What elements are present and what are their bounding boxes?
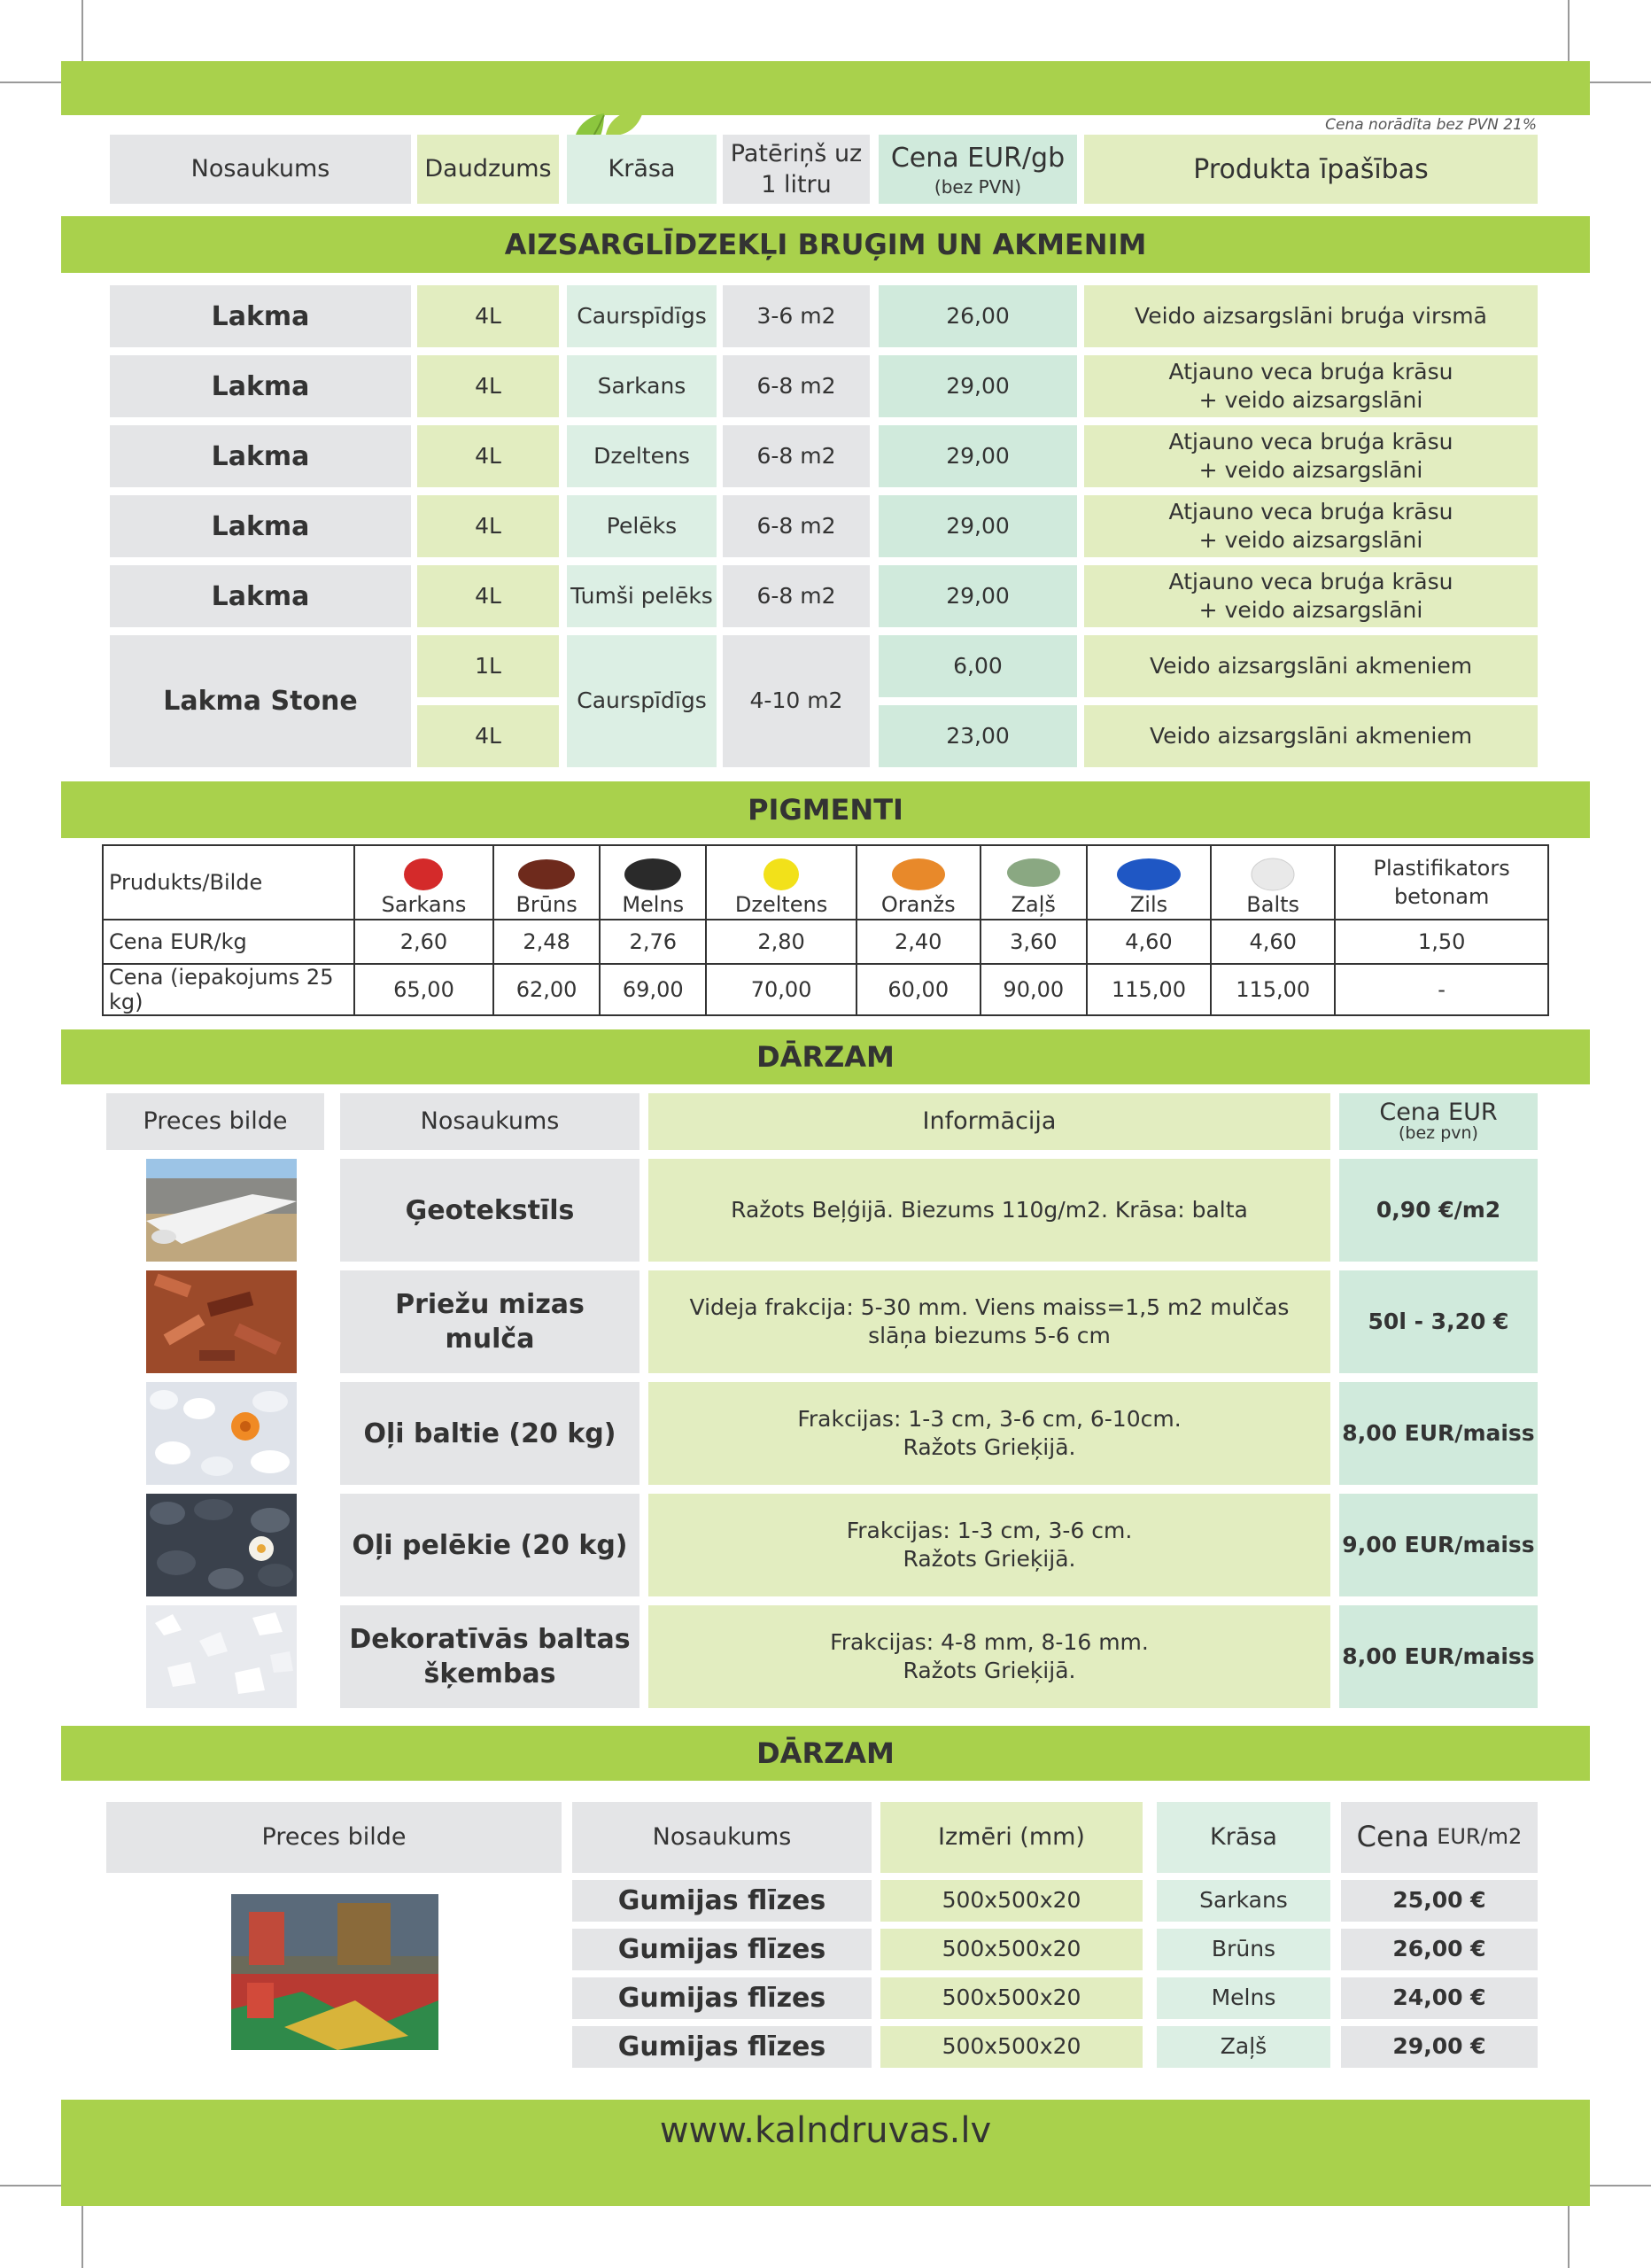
properties bbox=[1084, 425, 1538, 487]
col-header-nosaukums: Nosaukums bbox=[110, 135, 411, 204]
properties-line2: + veido aizsargslāni bbox=[1198, 527, 1423, 553]
pigment-swatch-icon bbox=[397, 853, 450, 892]
properties bbox=[1084, 565, 1538, 627]
product-photo-oli-pelekie bbox=[146, 1494, 297, 1596]
product-info-line1: Videja frakcija: 5-30 mm. Viens maiss=1,5 m2 mulčas bbox=[689, 1293, 1290, 1320]
consumption: 3-6 m2 bbox=[723, 285, 870, 347]
quantity: 4L bbox=[417, 355, 559, 417]
price: 29,00 bbox=[879, 355, 1077, 417]
pigment-name: Zaļš bbox=[1011, 892, 1056, 917]
white-gravel-image bbox=[146, 1605, 297, 1708]
product-name-line1: Dekoratīvās baltas bbox=[349, 1624, 631, 1655]
quantity: 4L bbox=[417, 705, 559, 767]
product-price: 29,00 € bbox=[1341, 2026, 1538, 2068]
product-color: Brūns bbox=[1157, 1929, 1330, 1970]
product-info bbox=[648, 1382, 1330, 1485]
pigment-swatch bbox=[763, 858, 799, 890]
crop-mark bbox=[81, 0, 83, 64]
quantity: 4L bbox=[417, 425, 559, 487]
crop-mark bbox=[1587, 82, 1651, 83]
consumption: 6-8 m2 bbox=[723, 495, 870, 557]
price-kg: 2,80 bbox=[706, 920, 856, 964]
col-header-krasa: Krāsa bbox=[567, 135, 717, 204]
pigment-name: Balts bbox=[1246, 892, 1300, 917]
pigment-swatch-icon bbox=[622, 853, 684, 892]
price: 26,00 bbox=[879, 285, 1077, 347]
plast-name-line1: Plastifikators bbox=[1373, 855, 1510, 881]
col-header-krasa: Krāsa bbox=[1157, 1802, 1330, 1873]
price-pack: 60,00 bbox=[857, 964, 981, 1015]
product-photo-gumijas-flizes bbox=[231, 1894, 438, 2050]
properties-line1: Atjauno veca bruģa krāsu bbox=[1168, 358, 1453, 384]
product-price: 8,00 EUR/maiss bbox=[1339, 1382, 1538, 1485]
properties-line2: + veido aizsargslāni bbox=[1198, 597, 1423, 623]
product-info-line2: Ražots Grieķijā. bbox=[903, 1434, 1076, 1460]
pigment-cell bbox=[1087, 845, 1211, 920]
quantity: 1L bbox=[417, 635, 559, 697]
pigment-cell bbox=[493, 845, 600, 920]
pigment-swatch bbox=[1007, 858, 1060, 887]
pigment-swatch bbox=[404, 858, 443, 890]
col-header-cena bbox=[1341, 1802, 1538, 1873]
product-size: 500x500x20 bbox=[880, 2026, 1143, 2068]
properties-line1: Veido aizsargslāni bruģa virsmā bbox=[1135, 302, 1487, 329]
product-info-line1: Frakcijas: 1-3 cm, 3-6 cm, 6-10cm. bbox=[797, 1405, 1182, 1432]
footer-band bbox=[61, 2100, 1590, 2206]
price-kg: 3,60 bbox=[981, 920, 1087, 964]
vat-note: Cena norādīta bez PVN 21% bbox=[1325, 116, 1537, 134]
product-info-line1: Frakcijas: 1-3 cm, 3-6 cm. bbox=[846, 1517, 1133, 1543]
plast-name-line2: betonam bbox=[1393, 884, 1490, 909]
price-kg: 2,76 bbox=[600, 920, 706, 964]
pigment-swatch-icon bbox=[1246, 853, 1299, 892]
grey-pebbles-image bbox=[146, 1494, 297, 1596]
row-label: Prudukts/Bilde bbox=[103, 845, 354, 920]
col-header-izmeri: Izmēri (mm) bbox=[880, 1802, 1143, 1873]
product-name-line1: Ģeotekstīls bbox=[405, 1194, 575, 1226]
properties-line2: + veido aizsargslāni bbox=[1198, 457, 1423, 483]
product-size: 500x500x20 bbox=[880, 1977, 1143, 2019]
product-price: 26,00 € bbox=[1341, 1929, 1538, 1970]
product-name-line2: šķembas bbox=[423, 1658, 556, 1689]
col-header-cena bbox=[1339, 1093, 1538, 1150]
pigment-name: Sarkans bbox=[381, 892, 467, 917]
mulch-image bbox=[146, 1270, 297, 1373]
col-header-cena-line2: (bez pvn) bbox=[1399, 1123, 1478, 1144]
product-color: Sarkans bbox=[1157, 1880, 1330, 1922]
col-header-cena-big: Cena bbox=[1356, 1820, 1430, 1854]
price-kg: 4,60 bbox=[1087, 920, 1211, 964]
crop-mark bbox=[0, 82, 64, 83]
pigment-cell bbox=[1211, 845, 1335, 920]
product-info bbox=[648, 1159, 1330, 1262]
price-pack: 115,00 bbox=[1087, 964, 1211, 1015]
section-title: PIGMENTI bbox=[748, 793, 903, 827]
col-header-paterins-line2: 1 litru bbox=[761, 171, 832, 198]
product-price: 8,00 EUR/maiss bbox=[1339, 1605, 1538, 1708]
color: Sarkans bbox=[567, 355, 717, 417]
white-pebbles-image bbox=[146, 1382, 297, 1485]
price-kg: 1,50 bbox=[1335, 920, 1548, 964]
product-name: Gumijas flīzes bbox=[572, 2026, 872, 2068]
price-kg: 2,40 bbox=[857, 920, 981, 964]
consumption: 6-8 m2 bbox=[723, 425, 870, 487]
price-pack: 70,00 bbox=[706, 964, 856, 1015]
color: Pelēks bbox=[567, 495, 717, 557]
properties bbox=[1084, 285, 1538, 347]
website-link[interactable]: www.kalndruvas.lv bbox=[659, 2110, 992, 2151]
properties-line1: Atjauno veca bruģa krāsu bbox=[1168, 428, 1453, 454]
section-band-aizsarglidzekli bbox=[61, 216, 1590, 273]
price-pack: - bbox=[1335, 964, 1548, 1015]
product-price: 25,00 € bbox=[1341, 1880, 1538, 1922]
price: 23,00 bbox=[879, 705, 1077, 767]
crop-mark bbox=[1568, 0, 1570, 64]
consumption: 6-8 m2 bbox=[723, 565, 870, 627]
product-name: Gumijas flīzes bbox=[572, 1929, 872, 1970]
properties: Veido aizsargslāni akmeniem bbox=[1084, 635, 1538, 697]
product-info-line1: Frakcijas: 4-8 mm, 8-16 mm. bbox=[830, 1628, 1149, 1655]
product-name: Lakma bbox=[110, 425, 411, 487]
color: Tumši pelēks bbox=[567, 565, 717, 627]
col-header-info: Informācija bbox=[648, 1093, 1330, 1150]
color: Dzeltens bbox=[567, 425, 717, 487]
product-name-line1: Oļi baltie (20 kg) bbox=[363, 1418, 616, 1449]
col-header-cena-small: EUR/m2 bbox=[1437, 1824, 1523, 1850]
product-name bbox=[340, 1159, 639, 1262]
pigment-swatch bbox=[892, 858, 945, 890]
product-info-line2: Ražots Grieķijā. bbox=[903, 1546, 1076, 1572]
product-name: Gumijas flīzes bbox=[572, 1977, 872, 2019]
pigment-swatch-icon bbox=[888, 853, 950, 892]
product-info bbox=[648, 1270, 1330, 1373]
consumption: 6-8 m2 bbox=[723, 355, 870, 417]
product-price: 9,00 EUR/maiss bbox=[1339, 1494, 1538, 1596]
product-color: Zaļš bbox=[1157, 2026, 1330, 2068]
product-info-line1: Ražots Beļģijā. Biezums 110g/m2. Krāsa: balta bbox=[731, 1196, 1248, 1223]
pigment-cell bbox=[1335, 845, 1548, 920]
price-pack: 90,00 bbox=[981, 964, 1087, 1015]
row-label: Cena EUR/kg bbox=[103, 920, 354, 964]
quantity: 4L bbox=[417, 565, 559, 627]
product-name: Lakma Stone bbox=[110, 635, 411, 767]
crop-mark bbox=[0, 2185, 64, 2186]
crop-mark bbox=[81, 2204, 83, 2268]
product-photo-oli-baltie bbox=[146, 1382, 297, 1485]
properties bbox=[1084, 495, 1538, 557]
product-name: Lakma bbox=[110, 355, 411, 417]
section-band-darzam bbox=[61, 1029, 1590, 1084]
section-title: DĀRZAM bbox=[756, 1736, 895, 1770]
properties-line2: + veido aizsargslāni bbox=[1198, 387, 1423, 413]
section-title: AIZSARGLĪDZEKĻI BRUĢIM UN AKMENIM bbox=[504, 228, 1147, 261]
table-row bbox=[103, 845, 1548, 920]
product-name bbox=[340, 1494, 639, 1596]
pigment-swatch bbox=[624, 858, 681, 890]
col-header-cena-line2: (bez PVN) bbox=[934, 175, 1022, 198]
product-size: 500x500x20 bbox=[880, 1880, 1143, 1922]
section-band-darzam-2 bbox=[61, 1726, 1590, 1781]
product-name bbox=[340, 1382, 639, 1485]
price-kg: 2,60 bbox=[354, 920, 493, 964]
geotextile-image bbox=[146, 1159, 297, 1262]
row-label: Cena (iepakojums 25 kg) bbox=[103, 964, 354, 1015]
col-header-bilde: Preces bilde bbox=[106, 1093, 324, 1150]
price: 29,00 bbox=[879, 565, 1077, 627]
col-header-paterins-line1: Patēriņš uz bbox=[730, 139, 863, 167]
properties-line1: Atjauno veca bruģa krāsu bbox=[1168, 568, 1453, 594]
product-size: 500x500x20 bbox=[880, 1929, 1143, 1970]
price-kg: 4,60 bbox=[1211, 920, 1335, 964]
pigment-cell bbox=[981, 845, 1087, 920]
pigment-name: Melns bbox=[622, 892, 685, 917]
col-header-ipasibas: Produkta īpašības bbox=[1084, 135, 1538, 204]
product-color: Melns bbox=[1157, 1977, 1330, 2019]
product-name-line1: Priežu mizas bbox=[395, 1289, 585, 1320]
product-name-line1: Oļi pelēkie (20 kg) bbox=[352, 1529, 628, 1561]
properties bbox=[1084, 355, 1538, 417]
consumption: 4-10 m2 bbox=[723, 635, 870, 767]
product-name bbox=[340, 1605, 639, 1708]
price: 6,00 bbox=[879, 635, 1077, 697]
price-kg: 2,48 bbox=[493, 920, 600, 964]
product-price: 0,90 €/m2 bbox=[1339, 1159, 1538, 1262]
col-header-nosaukums: Nosaukums bbox=[572, 1802, 872, 1873]
color: Caurspīdīgs bbox=[567, 285, 717, 347]
pigment-name: Dzeltens bbox=[734, 892, 828, 917]
pigment-cell bbox=[354, 845, 493, 920]
pigment-swatch-icon bbox=[755, 853, 808, 892]
product-price: 50l - 3,20 € bbox=[1339, 1270, 1538, 1373]
product-info bbox=[648, 1494, 1330, 1596]
properties-line1: Atjauno veca bruģa krāsu bbox=[1168, 498, 1453, 524]
price-pack: 62,00 bbox=[493, 964, 600, 1015]
rubber-tiles-image bbox=[231, 1894, 438, 2050]
table-row bbox=[103, 964, 1548, 1015]
pigment-cell bbox=[857, 845, 981, 920]
crop-mark bbox=[1568, 2204, 1570, 2268]
product-info-line2: slāņa biezums 5-6 cm bbox=[868, 1323, 1111, 1348]
product-photo-skembas bbox=[146, 1605, 297, 1708]
product-name: Lakma bbox=[110, 495, 411, 557]
quantity: 4L bbox=[417, 285, 559, 347]
pigment-cell bbox=[600, 845, 706, 920]
col-header-nosaukums: Nosaukums bbox=[340, 1093, 639, 1150]
product-info bbox=[648, 1605, 1330, 1708]
product-photo-mulca bbox=[146, 1270, 297, 1373]
properties: Veido aizsargslāni akmeniem bbox=[1084, 705, 1538, 767]
color: Caurspīdīgs bbox=[567, 635, 717, 767]
section-band-pigmenti bbox=[61, 781, 1590, 838]
col-header-cena-line1: Cena EUR bbox=[1379, 1098, 1498, 1126]
section-title: DĀRZAM bbox=[756, 1040, 895, 1074]
product-name: Lakma bbox=[110, 565, 411, 627]
price-pack: 69,00 bbox=[600, 964, 706, 1015]
product-name-line2: mulča bbox=[445, 1324, 535, 1355]
price: 29,00 bbox=[879, 495, 1077, 557]
pigment-name: Brūns bbox=[515, 892, 577, 917]
product-info-line2: Ražots Grieķijā. bbox=[903, 1658, 1076, 1683]
pigment-swatch-icon bbox=[515, 853, 577, 892]
pigment-cell bbox=[706, 845, 856, 920]
col-header-cena-line1: Cena EUR/gb bbox=[890, 142, 1066, 174]
col-header-daudzums: Daudzums bbox=[417, 135, 559, 204]
pigment-swatch bbox=[518, 859, 575, 889]
table-row bbox=[103, 920, 1548, 964]
price-pack: 115,00 bbox=[1211, 964, 1335, 1015]
col-header-paterins bbox=[723, 135, 870, 204]
quantity: 4L bbox=[417, 495, 559, 557]
pigment-swatch-icon bbox=[1003, 853, 1065, 892]
pigment-name: Zils bbox=[1129, 892, 1168, 917]
product-price: 24,00 € bbox=[1341, 1977, 1538, 2019]
product-name: Gumijas flīzes bbox=[572, 1880, 872, 1922]
pigment-swatch bbox=[1117, 858, 1181, 890]
product-photo-geotekstils bbox=[146, 1159, 297, 1262]
product-name: Lakma bbox=[110, 285, 411, 347]
col-header-bilde: Preces bilde bbox=[106, 1802, 562, 1873]
pigment-swatch bbox=[1252, 858, 1294, 890]
top-band bbox=[61, 61, 1590, 115]
pigments-table bbox=[102, 844, 1549, 1016]
pigment-name: Oranžs bbox=[880, 892, 956, 917]
price: 29,00 bbox=[879, 425, 1077, 487]
price-pack: 65,00 bbox=[354, 964, 493, 1015]
col-header-cena bbox=[879, 135, 1077, 204]
product-name bbox=[340, 1270, 639, 1373]
pigment-swatch-icon bbox=[1113, 853, 1184, 892]
crop-mark bbox=[1587, 2185, 1651, 2186]
